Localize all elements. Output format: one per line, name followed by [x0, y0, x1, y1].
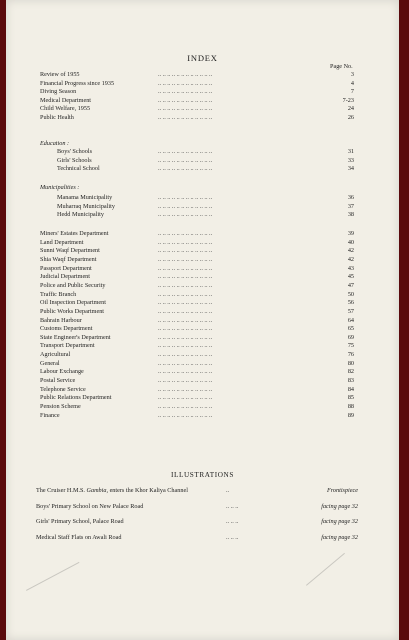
- caption-text: The Cruiser H.M.S.: [36, 487, 87, 494]
- page-number-column-header: Page No.: [330, 63, 353, 70]
- leader-dots: .. .. .. .. .. .. .. .. .. .. .. ..: [158, 71, 213, 78]
- education-heading: Education :: [40, 140, 70, 147]
- leader-dots: .. .. .. .. .. .. .. .. .. .. .. ..: [158, 273, 213, 281]
- leader-dots: .. .. .. .. .. .. .. .. .. .. .. ..: [158, 377, 213, 385]
- entry-label: Boys' Schools: [57, 148, 92, 155]
- entry-label: Muharraq Municipality: [57, 202, 115, 210]
- leader-dots: .. .. .. .. .. .. .. .. .. .. .. ..: [158, 96, 213, 104]
- leader-dots: .. .. .. .. .. .. .. .. .. .. .. ..: [158, 230, 213, 237]
- entry-label: Review of 1955: [40, 71, 80, 78]
- index-entry: [40, 299, 354, 308]
- leader-dots: .. .. .. .. .. .. .. .. .. .. .. ..: [158, 79, 213, 87]
- leader-dots: .. .. .. .. .. .. .. .. .. .. .. ..: [158, 264, 213, 272]
- leader-dots: .. .. .. .. .. .. .. .. .. .. .. ..: [158, 113, 213, 121]
- entry-label: Technical School: [57, 165, 100, 172]
- illustrations-heading: ILLUSTRATIONS: [171, 471, 234, 479]
- leader-dots: .. .. .. .. .. .. .. .. .. .. .. ..: [158, 290, 213, 298]
- entry-page-number: 26: [347, 113, 354, 121]
- entry-label: Shia Waqf Department: [40, 255, 97, 263]
- leader-dots: .. .. .. .. .. .. .. .. .. .. .. ..: [158, 165, 213, 172]
- index-entry: [40, 291, 354, 300]
- illustration-page: facing page 32: [321, 502, 358, 510]
- illustration-entry: [36, 503, 358, 513]
- entry-label: Sunni Waqf Department: [40, 247, 100, 255]
- entry-page-number: 57: [347, 307, 354, 315]
- entry-label: Labour Exchange: [40, 368, 84, 376]
- leader-dots: .. .. .. .. .. .. .. .. .. .. .. ..: [158, 156, 213, 164]
- index-entry: [40, 351, 354, 360]
- leader-dots: .. .. .. .. .. .. .. .. .. .. .. ..: [158, 202, 213, 210]
- document-page: [6, 0, 399, 640]
- index-entry: [40, 360, 354, 369]
- leader-dots: .. .. .. .. .. .. .. .. .. .. .. ..: [158, 316, 213, 324]
- leader-dots: .. .. .. .. .. .. .. .. .. .. .. ..: [158, 411, 213, 419]
- entry-page-number: 84: [347, 385, 354, 393]
- entry-label: Public Health: [40, 113, 74, 121]
- entry-page-number: 83: [347, 377, 354, 385]
- illustration-page: facing page 32: [321, 533, 358, 541]
- leader-dots: .. .. .. .. .. .. .. .. .. .. .. ..: [158, 238, 213, 246]
- entry-page-number: 42: [347, 247, 354, 255]
- entry-label: Traffic Branch: [40, 290, 77, 298]
- leader-dots: .. .. .. .. .. .. .. .. .. .. .. ..: [158, 403, 213, 410]
- leader-dots: .. .. .. .. .. .. .. .. .. .. .. ..: [158, 325, 213, 333]
- index-entry: [40, 211, 354, 220]
- entry-page-number: 89: [347, 411, 354, 419]
- leader-dots: .. .. .. .. .. .. .. .. .. .. .. ..: [158, 333, 213, 341]
- index-entry: [40, 368, 354, 377]
- entry-page-number: 82: [347, 368, 354, 376]
- leader-dots: .. .. .. .. .. .. .. .. .. .. .. ..: [158, 359, 213, 367]
- index-entry: [40, 342, 354, 351]
- leader-dots: .. .. .. .. .. .. .. .. .. .. .. ..: [158, 105, 213, 112]
- index-entry: [40, 265, 354, 274]
- entry-page-number: 31: [347, 148, 354, 155]
- entry-label: Miners' Estates Department: [40, 230, 109, 237]
- leader-dots: .. .. .. .. .. .. .. .. .. .. .. ..: [158, 368, 213, 376]
- entry-label: Pension Scheme: [40, 403, 81, 410]
- caption-italic: Gambia,: [86, 487, 109, 494]
- leader-dots: .. .. .. .. .. .. .. .. .. .. .. ..: [158, 148, 213, 155]
- caption-text: Boys' Primary School on New Palace Road: [36, 502, 144, 510]
- entry-page-number: 75: [347, 342, 354, 350]
- entry-page-number: 42: [347, 255, 354, 263]
- illustration-entry: [36, 534, 358, 544]
- entry-label: Public Works Department: [40, 307, 105, 315]
- illustration-caption: [36, 534, 121, 541]
- index-entry: [40, 247, 354, 256]
- pencil-mark: [26, 562, 79, 591]
- leader-dots: .. .. .. .. .. .. .. .. .. .. .. ..: [158, 299, 213, 307]
- cover-edge: [399, 0, 409, 640]
- entry-label: Public Relations Department: [40, 394, 112, 402]
- leader-dots: .. .. .. .. .. .. .. .. .. .. .. ..: [158, 307, 213, 315]
- entry-page-number: 3: [350, 71, 354, 78]
- entry-label: Judicial Department: [40, 273, 90, 281]
- entry-page-number: 64: [347, 316, 354, 324]
- entry-page-number: 88: [347, 403, 354, 410]
- index-title: INDEX: [187, 53, 218, 63]
- entry-label: Oil Inspection Department: [40, 299, 106, 307]
- index-entry: [40, 325, 354, 334]
- index-entry: [40, 256, 354, 265]
- entry-page-number: 76: [347, 351, 354, 359]
- index-entry: [40, 386, 354, 395]
- index-entry: [40, 273, 354, 282]
- index-entry: [40, 377, 354, 386]
- entry-label: Bahrain Harbour: [40, 316, 82, 324]
- leader-dots: .. .. .. .. .. .. .. .. .. .. .. ..: [158, 394, 213, 402]
- entry-page-number: 65: [347, 325, 354, 333]
- index-entry: [40, 403, 354, 412]
- entry-page-number: 33: [347, 156, 354, 164]
- entry-page-number: 4: [350, 79, 354, 87]
- entry-label: Customs Department: [40, 325, 93, 333]
- entry-label: Postal Service: [40, 377, 76, 385]
- entry-page-number: 50: [347, 290, 354, 298]
- entry-page-number: 47: [347, 281, 354, 289]
- entry-page-number: 39: [347, 230, 354, 237]
- entry-page-number: 56: [347, 299, 354, 307]
- index-entry: [40, 230, 354, 239]
- leader-dots: .. .. ..: [226, 533, 239, 541]
- entry-page-number: 85: [347, 394, 354, 402]
- index-entry: [40, 239, 354, 248]
- leader-dots: .. .. .. .. .. .. .. .. .. .. .. ..: [158, 194, 213, 201]
- entry-label: Hedd Municipality: [57, 211, 104, 218]
- illustration-caption: [36, 503, 143, 510]
- leader-dots: .. .. .. .. .. .. .. .. .. .. .. ..: [158, 342, 213, 350]
- entry-label: State Engineer's Department: [40, 333, 111, 341]
- entry-label: General: [40, 359, 60, 367]
- pencil-mark: [306, 553, 345, 586]
- index-entry: [40, 282, 354, 291]
- entry-label: Transport Department: [40, 342, 95, 350]
- entry-page-number: 7-23: [342, 96, 354, 104]
- entry-label: Child Welfare, 1955: [40, 105, 91, 112]
- municipalities-heading: Municipalities :: [40, 184, 80, 191]
- illustration-page: Frontispiece: [326, 487, 358, 494]
- entry-label: Medical Department: [40, 96, 92, 104]
- entry-page-number: 7: [350, 88, 354, 95]
- leader-dots: .. .. .. .. .. .. .. .. .. .. .. ..: [158, 385, 213, 393]
- index-entry: [40, 114, 354, 123]
- entry-page-number: 37: [347, 202, 354, 210]
- index-entry: [40, 334, 354, 343]
- illustration-entry: [36, 518, 358, 528]
- illustration-caption: [36, 518, 124, 525]
- entry-label: Manama Municipality: [57, 194, 113, 201]
- index-entry: [40, 165, 354, 174]
- caption-text: enters the Khor Kaliya Channel: [108, 487, 188, 494]
- illustration-page: facing page 32: [321, 518, 358, 525]
- entry-label: Diving Season: [40, 88, 77, 95]
- index-entry: [40, 412, 354, 421]
- leader-dots: .. .. ..: [226, 518, 239, 525]
- entry-label: Police and Public Security: [40, 281, 106, 289]
- entry-page-number: 80: [347, 359, 354, 367]
- leader-dots: .. .. .. .. .. .. .. .. .. .. .. ..: [158, 211, 213, 218]
- illustration-entry: [36, 487, 358, 497]
- index-entry: [40, 394, 354, 403]
- entry-label: Financial Progress since 1935: [40, 79, 115, 87]
- entry-page-number: 34: [347, 165, 354, 172]
- entry-label: Girls' Schools: [57, 156, 92, 164]
- entry-page-number: 38: [347, 211, 354, 218]
- entry-page-number: 43: [347, 264, 354, 272]
- entry-page-number: 69: [347, 333, 354, 341]
- entry-label: Passport Department: [40, 264, 92, 272]
- caption-text: Medical Staff Flats on Awali Road: [36, 533, 122, 541]
- entry-page-number: 45: [347, 273, 354, 281]
- leader-dots: .. .. .. .. .. .. .. .. .. .. .. ..: [158, 255, 213, 263]
- index-entry: [40, 308, 354, 317]
- leader-dots: .. .. .. .. .. .. .. .. .. .. .. ..: [158, 281, 213, 289]
- entry-page-number: 40: [347, 238, 354, 246]
- entry-page-number: 36: [347, 194, 354, 201]
- leader-dots: ..: [226, 487, 230, 494]
- entry-page-number: 24: [347, 105, 354, 112]
- leader-dots: .. .. .. .. .. .. .. .. .. .. .. ..: [158, 247, 213, 255]
- leader-dots: .. .. .. .. .. .. .. .. .. .. .. ..: [158, 88, 213, 95]
- illustration-caption: [36, 487, 188, 494]
- entry-label: Agricultural: [40, 351, 71, 359]
- leader-dots: .. .. ..: [226, 502, 239, 510]
- index-entry: [40, 317, 354, 326]
- leader-dots: .. .. .. .. .. .. .. .. .. .. .. ..: [158, 351, 213, 359]
- entry-label: Land Department: [40, 238, 84, 246]
- entry-label: Finance: [40, 411, 60, 419]
- entry-label: Telephone Service: [40, 385, 86, 393]
- caption-text: Girls' Primary School, Palace Road: [36, 518, 124, 525]
